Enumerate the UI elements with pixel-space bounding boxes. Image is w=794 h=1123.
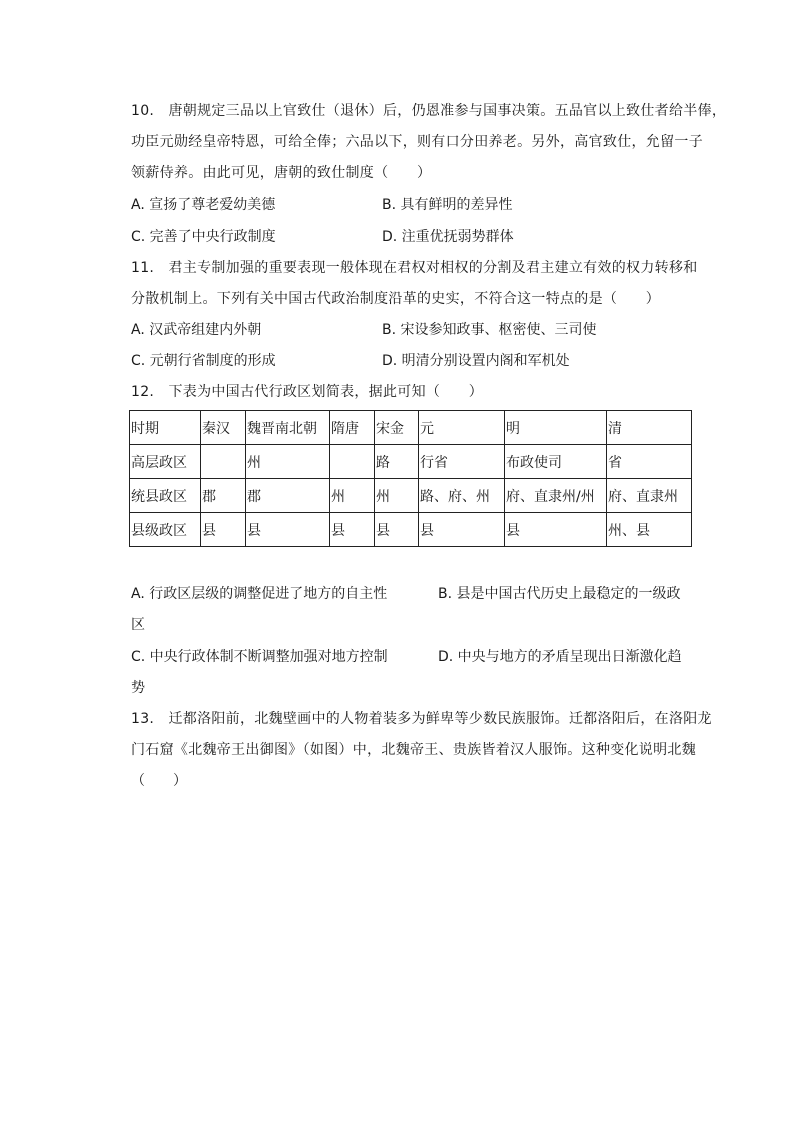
- table-cell: 县级政区: [130, 513, 201, 547]
- table-header-cell: 魏晋南北朝: [246, 411, 330, 445]
- table-cell: 县: [201, 513, 246, 547]
- table-cell: 县: [246, 513, 330, 547]
- q10-option-c: C. 完善了中央行政制度: [131, 229, 276, 245]
- q12-option-b: B. 县是中国古代历史上最稳定的一级政: [438, 586, 681, 602]
- table-cell: 县: [375, 513, 419, 547]
- q12-option-a-wrap: 区: [131, 617, 145, 633]
- q11-stem-line-1: 11. 君主专制加强的重要表现一般体现在君权对相权的分割及君主建立有效的权力转移和: [131, 260, 698, 276]
- q13-stem-line-3: （ ）: [131, 773, 187, 789]
- q10-stem-line-2: 功臣元勋经皇帝特恩，可给全俸；六品以下，则有口分田养老。另外，高官致仕，允留一子: [131, 134, 703, 150]
- table-header-cell: 元: [419, 411, 505, 445]
- q10-option-a: A. 宣扬了尊老爱幼美德: [131, 197, 276, 213]
- table-cell: 州: [375, 479, 419, 513]
- table-cell: 州: [330, 479, 375, 513]
- table-cell: 路、府、州: [419, 479, 505, 513]
- table-header-cell: 时期: [130, 411, 201, 445]
- q12-option-c-wrap: 势: [131, 680, 145, 696]
- table-cell: 县: [330, 513, 375, 547]
- table-row: [130, 445, 692, 479]
- q11-stem-line-2: 分散机制上。下列有关中国古代政治制度沿革的史实，不符合这一特点的是（ ）: [131, 291, 661, 307]
- q12-option-d: D. 中央与地方的矛盾呈现出日渐激化趋: [438, 649, 682, 665]
- table-cell: 府、直隶州: [607, 479, 692, 513]
- table-cell: 郡: [246, 479, 330, 513]
- q13-stem-line-2: 门石窟《北魏帝王出御图》（如图）中，北魏帝王、贵族皆着汉人服饰。这种变化说明北魏: [131, 742, 696, 758]
- q10-stem-line-3: 领薪侍养。由此可见，唐朝的致仕制度（ ）: [131, 165, 432, 181]
- table-row: [130, 479, 692, 513]
- q12-option-a: A. 行政区层级的调整促进了地方的自主性: [131, 586, 388, 602]
- q10-stem-line-1: 10. 唐朝规定三品以上官致仕（退休）后，仍恩准参与国事决策。五品官以上致仕者给半俸，: [131, 103, 727, 119]
- q12-option-c: C. 中央行政体制不断调整加强对地方控制: [131, 649, 388, 665]
- q11-option-a: A. 汉武帝组建内外朝: [131, 322, 262, 338]
- table-cell: 行省: [419, 445, 505, 479]
- table-cell: [330, 445, 375, 479]
- q11-option-b: B. 宋设参知政事、枢密使、三司使: [382, 322, 597, 338]
- table-header-cell: 清: [607, 411, 692, 445]
- table-cell: 布政使司: [505, 445, 607, 479]
- q13-stem-line-1: 13. 迁都洛阳前，北魏壁画中的人物着装多为鲜卑等少数民族服饰。迁都洛阳后，在洛阳龙: [131, 711, 712, 727]
- q10-option-b: B. 具有鲜明的差异性: [382, 197, 513, 213]
- table-header-cell: 秦汉: [201, 411, 246, 445]
- table-cell: 州: [246, 445, 330, 479]
- table-row: [130, 513, 692, 547]
- table-cell: 府、直隶州/州: [505, 479, 607, 513]
- table-cell: 州、县: [607, 513, 692, 547]
- table-cell: 省: [607, 445, 692, 479]
- q11-option-c: C. 元朝行省制度的形成: [131, 353, 276, 369]
- table-header-row: [130, 411, 692, 445]
- table-cell: [201, 445, 246, 479]
- q10-option-d: D. 注重优抚弱势群体: [382, 229, 514, 245]
- table-cell: 县: [419, 513, 505, 547]
- table-cell: 统县政区: [130, 479, 201, 513]
- table-cell: 县: [505, 513, 607, 547]
- table-cell: 路: [375, 445, 419, 479]
- q12-stem: 12. 下表为中国古代行政区划简表，据此可知（ ）: [131, 384, 484, 400]
- table-cell: 高层政区: [130, 445, 201, 479]
- table-header-cell: 宋金: [375, 411, 419, 445]
- q11-option-d: D. 明清分别设置内阁和军机处: [382, 353, 570, 369]
- table-cell: 郡: [201, 479, 246, 513]
- table-header-cell: 隋唐: [330, 411, 375, 445]
- table-header-cell: 明: [505, 411, 607, 445]
- admin-division-table: [129, 410, 692, 547]
